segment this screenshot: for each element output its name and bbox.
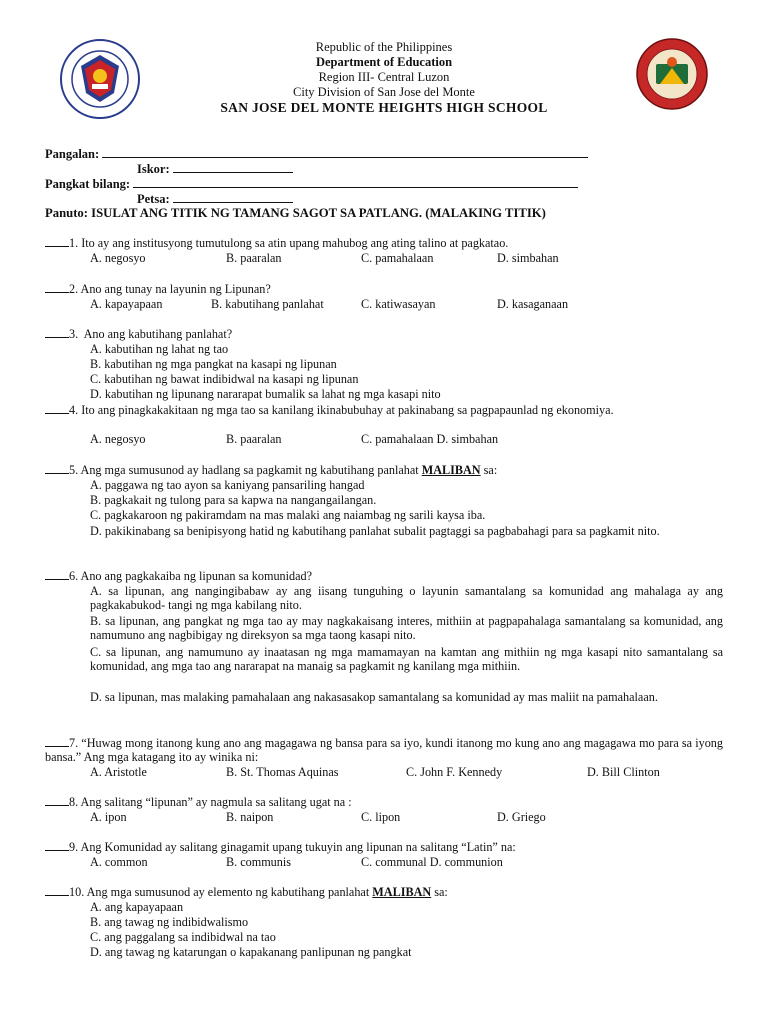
answer-blank-10[interactable]	[45, 885, 69, 896]
question-5: 5. Ang mga sumusunod ay hadlang sa pagkamit ng kabutihang panlahat MALIBAN sa:	[45, 463, 723, 477]
score-blank[interactable]	[173, 161, 293, 173]
answer-blank-4[interactable]	[45, 403, 69, 414]
question-6: 6. Ano ang pagkakaiba ng lipunan sa komunidad?	[45, 569, 723, 583]
school-name: SAN JOSE DEL MONTE HEIGHTS HIGH SCHOOL	[220, 100, 548, 115]
q9-option-b: B. communis	[226, 855, 292, 869]
q8-option-d: D. Griego	[497, 810, 546, 824]
q6-option-b: B. sa lipunan, ang pangkat ng mga tao ay may nagkakaisang interes, mithiin at pagpapahalaga samantalang sa komunidad, ang namumuno ang nagbibigay ng direksyon sa mga taong kasapi nito.	[90, 614, 723, 642]
q10-option-a: A. ang kapayapaan	[90, 900, 184, 914]
q4-option-c: C. pamahalaan D. simbahan	[361, 432, 499, 446]
header-department: Department of Education	[315, 55, 453, 69]
name-label: Pangalan:	[45, 147, 100, 161]
date-label: Petsa:	[137, 192, 170, 206]
q3-option-a: A. kabutihan ng lahat ng tao	[90, 342, 229, 356]
q7-option-d: D. Bill Clinton	[587, 765, 660, 779]
q5-option-a: A. paggawa ng tao ayon sa kaniyang pansariling hangad	[90, 478, 365, 492]
q3-option-b: B. kabutihan ng mga pangkat na kasapi ng lipunan	[90, 357, 337, 371]
section-label: Pangkat bilang:	[45, 177, 131, 191]
question-8: 8. Ang salitang “lipunan” ay nagmula sa salitang ugat na :	[45, 795, 723, 809]
q3-option-c: C. kabutihan ng bawat indibidwal na kasapi ng lipunan	[90, 372, 359, 386]
question-4: 4. Ito ang pinagkakakitaan ng mga tao sa kanilang ikinabubuhay at pakinabang sa pagpapaunlad ng ekonomiya.	[45, 403, 723, 417]
instruction-label: Panuto:	[45, 206, 88, 220]
q8-option-c: C. lipon	[361, 810, 401, 824]
q1-option-d: D. simbahan	[497, 251, 559, 265]
answer-blank-5[interactable]	[45, 463, 69, 474]
answer-blank-6[interactable]	[45, 569, 69, 580]
score-label: Iskor:	[137, 162, 170, 176]
q7-option-a: A. Aristotle	[90, 765, 147, 779]
section-blank[interactable]	[133, 176, 578, 188]
q3-option-d: D. kabutihan ng lipunang nararapat bumalik sa lahat ng mga kasapi nito	[90, 387, 441, 401]
q9-option-a: A. common	[90, 855, 148, 869]
header-republic: Republic of the Philippines	[315, 40, 453, 54]
q10-option-d: D. ang tawag ng katarungan o kapakanang panlipunan ng pangkat	[90, 945, 412, 959]
question-2-text: Ano ang tunay na layunin ng Lipunan?	[80, 282, 271, 296]
question-8-text: Ang salitang “lipunan” ay nagmula sa salitang ugat na :	[80, 795, 352, 809]
answer-blank-7[interactable]	[45, 736, 69, 747]
instruction-text: ISULAT ANG TITIK NG TAMANG SAGOT SA PATLANG. (MALAKING TITIK)	[91, 206, 546, 220]
question-7: 7. “Huwag mong itanong kung ano ang magagawa ng bansa para sa iyo, kundi itanong mo kung ano ang magagawa mo para sa iyong bansa.” Ang mga katagang ito ay winika ni:	[45, 736, 723, 764]
question-9: 9. Ang Komunidad ay salitang ginagamit upang tukuyin ang lipunan na salitang “Latin” na:	[45, 840, 723, 854]
date-blank[interactable]	[173, 191, 293, 203]
question-1: 1. Ito ay ang institusyong tumutulong sa atin upang mahubog ang ating talino at pagkatao.	[45, 236, 723, 250]
answer-blank-8[interactable]	[45, 795, 69, 806]
name-blank[interactable]	[102, 146, 588, 158]
answer-blank-2[interactable]	[45, 282, 69, 293]
answer-blank-3[interactable]	[45, 327, 69, 338]
question-10-emphasis: MALIBAN	[372, 885, 432, 899]
question-4-text: Ito ang pinagkakakitaan ng mga tao sa kanilang ikinabubuhay at pakinabang sa pagpapaunlad ng ekonomiya.	[81, 403, 614, 417]
q6-option-c: C. sa lipunan, ang namumuno ay inaatasan ng mga mamamayan na kamtan ang mithiin ng mga kasapi nito samantalang sa komunidad, ang mga tao ang nararapat na manaig sa pagkamit ng kanilang mga mithiin.	[90, 645, 723, 673]
answer-blank-9[interactable]	[45, 840, 69, 851]
q8-option-b: B. naipon	[226, 810, 274, 824]
header-region: Region III- Central Luzon	[318, 70, 450, 84]
q2-option-a: A. kapayapaan	[90, 297, 163, 311]
q7-option-b: B. St. Thomas Aquinas	[226, 765, 339, 779]
q10-option-b: B. ang tawag ng indibidwalismo	[90, 915, 249, 929]
q2-option-c: C. katiwasayan	[361, 297, 436, 311]
q10-option-c: C. ang paggalang sa indibidwal na tao	[90, 930, 276, 944]
q5-option-d: D. pakikinabang sa benipisyong hatid ng kabutihang panlahat subalit pagtaggi sa pagbabahagi para sa pagkamit nito.	[90, 524, 660, 538]
question-6-text: Ano ang pagkakaiba ng lipunan sa komunidad?	[80, 569, 313, 583]
q7-option-c: C. John F. Kennedy	[406, 765, 503, 779]
question-5-text: Ang mga sumusunod ay hadlang sa pagkamit ng kabutihang panlahat	[80, 463, 419, 477]
q1-option-c: C. pamahalaan	[361, 251, 434, 265]
q6-option-a: A. sa lipunan, ang nangingibabaw ay ang iisang tunguhing o layunin samantalang sa komunidad ang mahalaga ay ang pagkakabukod- tangi ng mga kabilang nito.	[90, 584, 723, 612]
q4-option-a: A. negosyo	[90, 432, 146, 446]
question-9-text: Ang Komunidad ay salitang ginagamit upang tukuyin ang lipunan na salitang “Latin” na:	[80, 840, 516, 854]
q5-option-c: C. pagkakaroon ng pakiramdam na mas malaki ang naiambag ng sarili kaysa iba.	[90, 508, 486, 522]
question-1-text: Ito ay ang institusyong tumutulong sa atin upang mahubog ang ating talino at pagkatao.	[81, 236, 509, 250]
q8-option-a: A. ipon	[90, 810, 127, 824]
answer-blank-1[interactable]	[45, 236, 69, 247]
question-10-text: Ang mga sumusunod ay elemento ng kabutihang panlahat	[86, 885, 370, 899]
q5-option-b: B. pagkakait ng tulong para sa kapwa na nangangailangan.	[90, 493, 377, 507]
question-3-text: Ano ang kabutihang panlahat?	[83, 327, 233, 341]
question-5-emphasis: MALIBAN	[421, 463, 481, 477]
question-2: 2. Ano ang tunay na layunin ng Lipunan?	[45, 282, 723, 296]
question-10: 10. Ang mga sumusunod ay elemento ng kabutihang panlahat MALIBAN sa:	[45, 885, 723, 899]
q9-option-c: C. communal D. communion	[361, 855, 503, 869]
q1-option-a: A. negosyo	[90, 251, 146, 265]
q4-option-b: B. paaralan	[226, 432, 282, 446]
question-3: 3. Ano ang kabutihang panlahat?	[45, 327, 723, 341]
q2-option-d: D. kasaganaan	[497, 297, 569, 311]
q1-option-b: B. paaralan	[226, 251, 282, 265]
q2-option-b: B. kabutihang panlahat	[211, 297, 324, 311]
question-7-text: “Huwag mong itanong kung ano ang magagawa ng bansa para sa iyo, kundi itanong mo kung ano ang magagawa mo para sa iyong bansa.” Ang mga katagang ito ay winika ni:	[45, 736, 723, 764]
q6-option-d: D. sa lipunan, mas malaking pamahalaan ang nakasasakop samantalang sa komunidad ay mas maliit na pamahalaan.	[90, 690, 658, 704]
header-division: City Division of San Jose del Monte	[293, 85, 475, 99]
